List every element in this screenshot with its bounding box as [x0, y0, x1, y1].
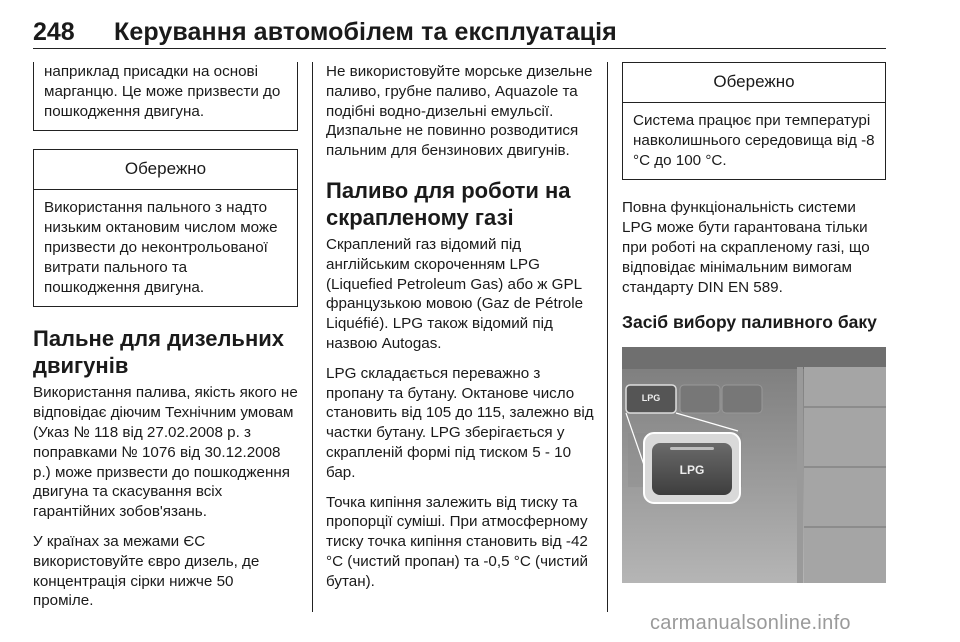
column-divider	[607, 62, 608, 612]
caution-title: Обережно	[34, 150, 297, 190]
caution-body: Використання пального з надто низьким октановим числом може призвести до неконтрольованої витрати пального та пошкодження двигуна.	[44, 199, 278, 296]
section-heading-diesel: Пальне для дизельних двигунів	[33, 326, 284, 379]
watermark: carmanualsonline.info	[650, 612, 851, 634]
page-number: 248	[33, 18, 75, 46]
column-divider	[312, 62, 313, 612]
caution-continued-text: наприклад присадки на основі марганцю. Це може призвести до пошкодження двигуна.	[44, 63, 281, 120]
lpg-switch-photo	[622, 347, 886, 583]
paragraph: Скраплений газ відомий під англійським скороченням LPG (Liquefied Petroleum Gas) або ж GPL французькою мовою (Gaz de Pétrole Liquéfié). LPG також відомий під назвою Autogas.	[326, 235, 584, 352]
section-heading-lpg: Паливо для роботи на скрапленому газі	[326, 177, 571, 230]
paragraph: Повна функціональність системи LPG може бути гарантована тільки при роботі на скрапленому газі, що відповідає мінімальним вимогам стандарту DIN EN 589.	[622, 199, 870, 296]
caution-box-continued	[33, 62, 298, 131]
paragraph: Точка кипіння залежить від тиску та пропорції суміші. При атмосферному тиску точка кипіння становить від -42 °C (чистий пропан) та -0,5 °C (чистий бутан).	[326, 493, 588, 590]
paragraph: Не використовуйте морське дизельне паливо, грубне паливо, Aquazole та подібні водно-дизельні емульсії. Дизпальне не повинно розводитися пальним для бензинових двигунів.	[326, 63, 593, 160]
paragraph: LPG складається переважно з пропану та бутану. Октанове число становить від 105 до 115, залежно від частки бутану. LPG зберігається у скрапленій формі під тиском 5 - 10 бар.	[326, 364, 594, 481]
caution-body: Система працює при температурі навколишнього середовища від -8 °C до 100 °C.	[633, 112, 875, 169]
column-right	[622, 62, 886, 583]
column-middle	[326, 62, 596, 602]
caution-box-temperature	[622, 62, 886, 180]
page-title: Керування автомобілем та експлуатація	[114, 18, 617, 46]
lpg-button-large-label: LPG	[679, 463, 705, 478]
lpg-button-small-label: LPG	[641, 393, 661, 404]
paragraph: У країнах за межами ЄС використовуйте євро дизель, де концентрація сірки нижче 50 проміле.	[33, 532, 260, 610]
section-heading-fuel-selector: Засіб вибору паливного баку	[622, 312, 877, 333]
page-header	[33, 18, 886, 49]
caution-box-fuel-octane	[33, 149, 298, 307]
column-left	[33, 62, 298, 621]
caution-title: Обережно	[623, 63, 885, 103]
paragraph: Використання палива, якість якого не відповідає діючим Технічним умовам (Указ № 118 від 27.02.2008 р. з поправками № 1076 від 30.12.2008 р.) може призвести до пошкодження двигуна та скасування всіх гарантійних зобов'язань.	[33, 384, 298, 521]
